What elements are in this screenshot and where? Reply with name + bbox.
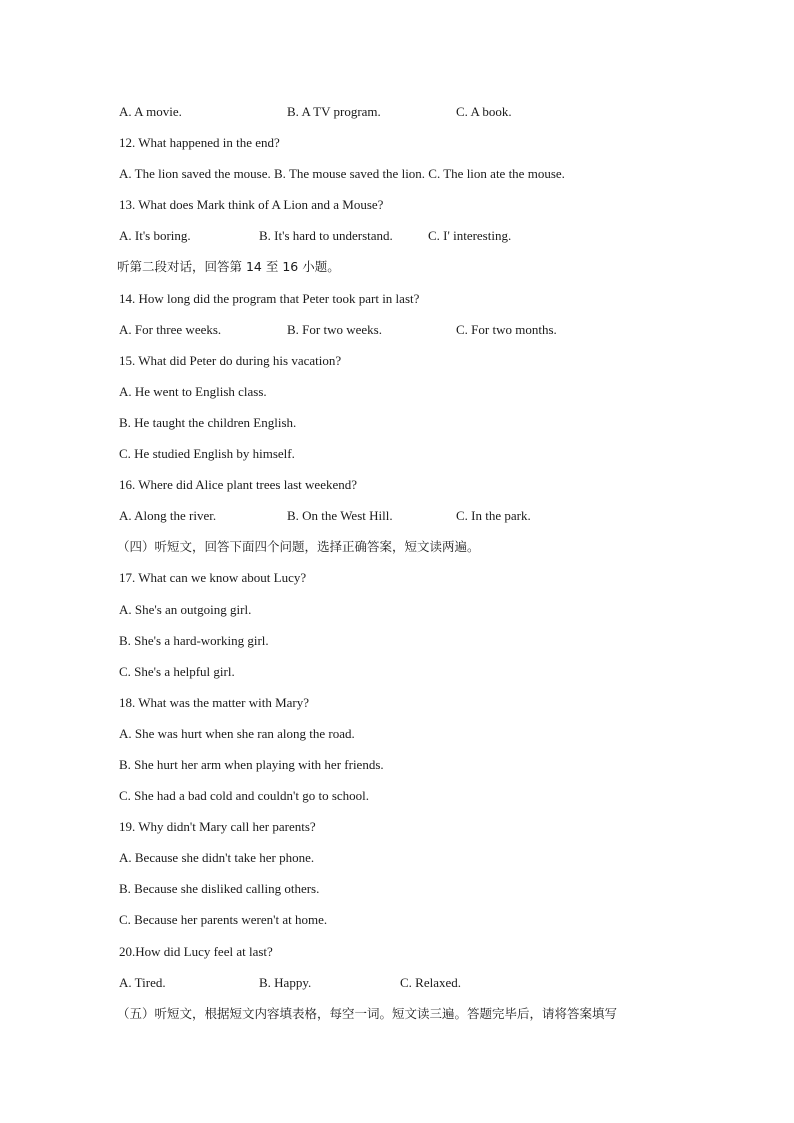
question-line: 20.How did Lucy feel at last? <box>119 943 273 959</box>
question-line: 14. How long did the program that Peter took part in last? <box>119 290 420 306</box>
question-line: A. The lion saved the mouse. B. The mouse saved the lion. C. The lion ate the mouse. <box>119 166 565 182</box>
question-line: C. Because her parents weren't at home. <box>119 912 328 928</box>
answer-option: A. A movie. <box>119 104 182 119</box>
question-line: 16. Where did Alice plant trees last weekend? <box>119 477 358 493</box>
answer-options-row <box>119 227 699 258</box>
question-line: 17. What can we know about Lucy? <box>119 570 307 586</box>
question-line: B. She hurt her arm when playing with her friends. <box>119 756 384 772</box>
answer-option: C. A book. <box>456 104 512 119</box>
answer-option: B. On the West Hill. <box>287 508 393 524</box>
answer-options-row <box>119 507 699 538</box>
answer-option: C. Relaxed. <box>400 974 462 990</box>
answer-option: A. For three weeks. <box>119 321 222 337</box>
question-line: A. Because she didn't take her phone. <box>119 850 315 866</box>
answer-options-row <box>119 974 699 1005</box>
question-line: A. She's an outgoing girl. <box>119 601 252 617</box>
answer-option: B. It's hard to understand. <box>259 228 393 244</box>
question-line: 13. What does Mark think of A Lion and a Mouse? <box>119 197 384 213</box>
answer-option: C. In the park. <box>456 508 531 524</box>
exam-page <box>119 103 699 1036</box>
answer-option: C. For two months. <box>456 321 557 337</box>
answer-option: B. A TV program. <box>287 104 381 119</box>
answer-options-row <box>119 103 699 134</box>
question-line: A. He went to English class. <box>119 383 267 399</box>
question-line: 19. Why didn't Mary call her parents? <box>119 819 316 835</box>
question-line: 15. What did Peter do during his vacation? <box>119 352 342 368</box>
question-line: B. Because she disliked calling others. <box>119 881 320 897</box>
question-line: C. She's a helpful girl. <box>119 663 235 679</box>
question-line: 18. What was the matter with Mary? <box>119 694 310 710</box>
answer-option: B. Happy. <box>259 974 312 990</box>
question-line: C. He studied English by himself. <box>119 446 295 462</box>
question-line: B. She's a hard-working girl. <box>119 632 269 648</box>
answer-option: B. For two weeks. <box>287 321 382 337</box>
section-instruction: （五）听短文，根据短文内容填表格，每空一词。短文读三遍。答题完毕后，请将答案填写 <box>117 1005 618 1021</box>
question-line: A. She was hurt when she ran along the road. <box>119 725 355 741</box>
question-line: 12. What happened in the end? <box>119 135 280 151</box>
section-instruction: 听第二段对话，回答第 14 至 16 小题。 <box>117 259 340 275</box>
question-line: B. He taught the children English. <box>119 414 297 430</box>
answer-option: A. Along the river. <box>119 508 217 524</box>
answer-option: C. I' interesting. <box>428 228 512 244</box>
section-instruction: （四）听短文，回答下面四个问题，选择正确答案，短文读两遍。 <box>117 539 480 555</box>
question-line: C. She had a bad cold and couldn't go to school. <box>119 788 370 804</box>
answer-option: A. Tired. <box>119 974 166 990</box>
answer-option: A. It's boring. <box>119 228 191 244</box>
answer-options-row <box>119 321 699 352</box>
